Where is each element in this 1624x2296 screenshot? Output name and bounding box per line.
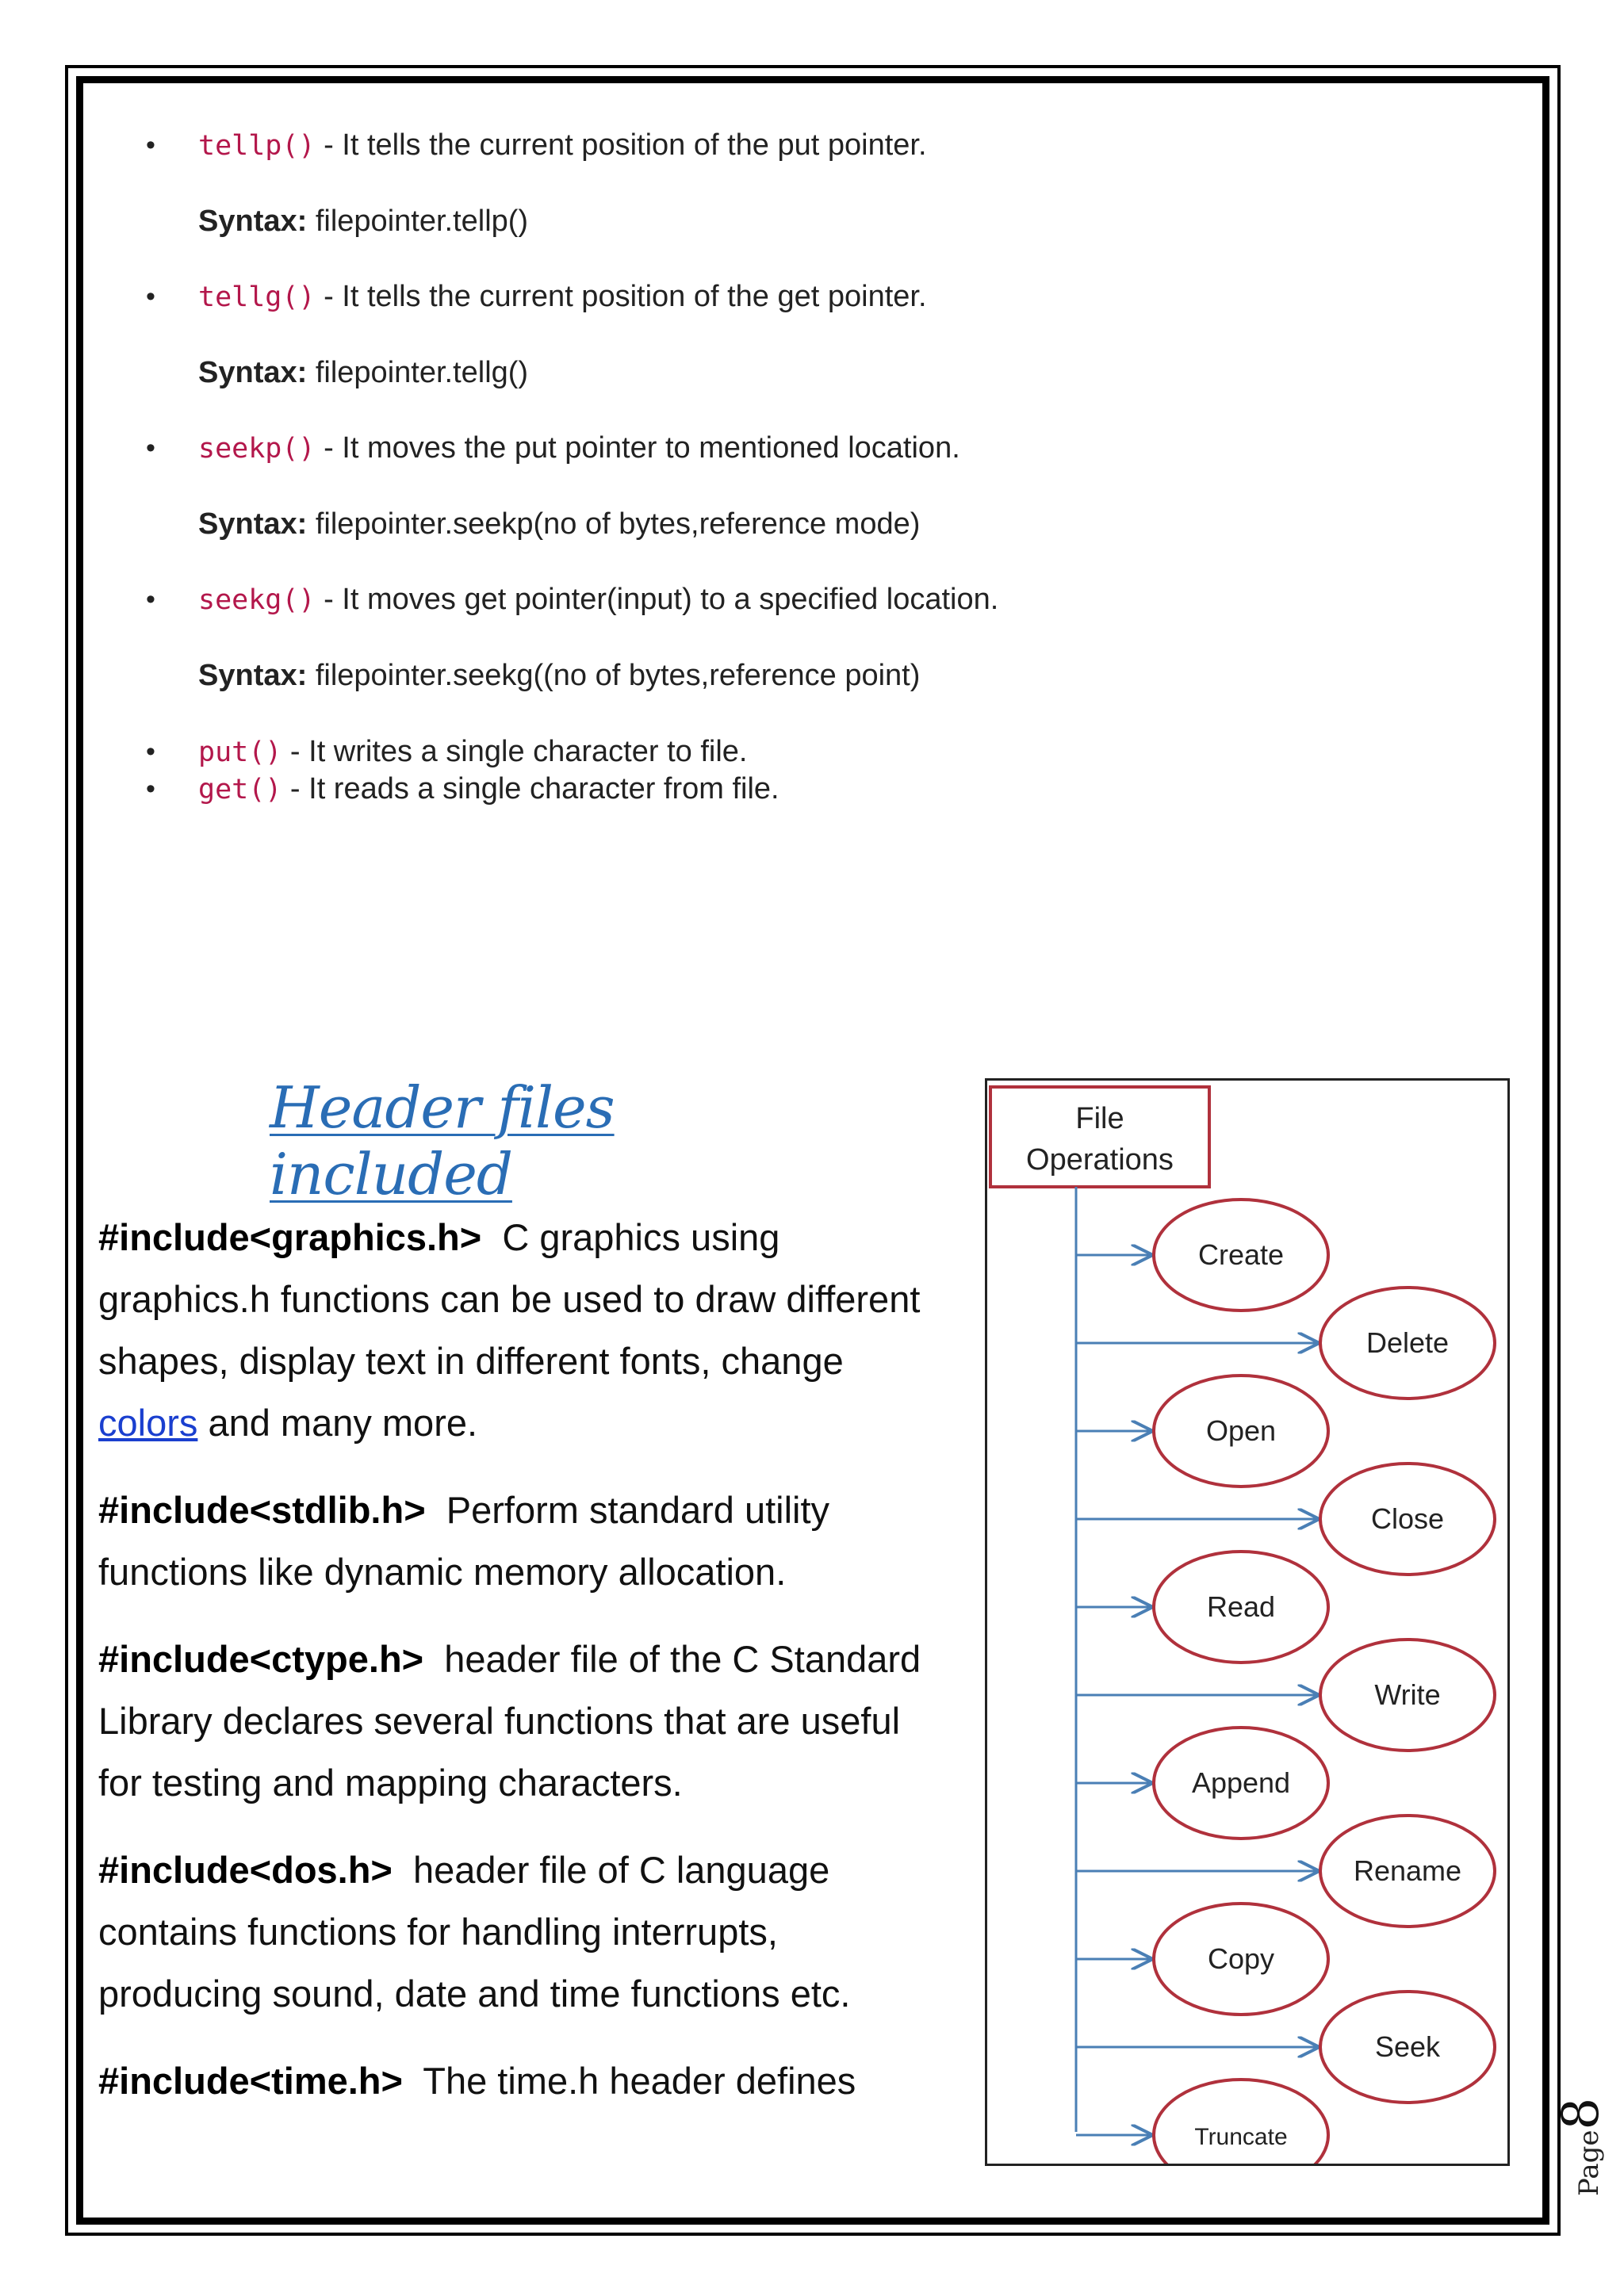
header-item <box>98 2050 947 2112</box>
function-desc: - It tells the current position of the get pointer. <box>324 280 927 313</box>
function-code: tellp() <box>198 130 316 162</box>
bullet-icon: • <box>146 774 155 804</box>
header-text: and many more. <box>208 1402 478 1444</box>
function-code: seekg() <box>198 584 316 616</box>
node-label-copy: Copy <box>1207 1942 1275 1975</box>
list-item <box>146 127 1177 164</box>
function-desc: - It tells the current position of the put pointer. <box>324 128 927 162</box>
syntax-label: Syntax: <box>198 356 308 389</box>
diagram-title-line2: Operations <box>1026 1143 1174 1177</box>
header-list <box>98 1207 947 2137</box>
syntax-text: filepointer.seekg((no of bytes,reference point) <box>315 659 921 692</box>
list-item <box>146 771 1177 808</box>
header-text: header file of the C Standard Library declares several functions that are useful for testing and mapping characters. <box>98 1638 921 1804</box>
bullet-icon: • <box>146 433 155 463</box>
node-label-create: Create <box>1197 1238 1285 1271</box>
diagram-title-line1: File <box>1075 1102 1124 1135</box>
function-code: get() <box>198 774 282 806</box>
node-label-close: Close <box>1370 1502 1445 1535</box>
header-item <box>98 1839 947 2025</box>
list-item <box>146 581 1177 618</box>
page-number-value: 8 <box>1552 2097 1611 2130</box>
page-number <box>1552 2098 1611 2196</box>
node-label-open: Open <box>1205 1414 1277 1447</box>
syntax-label: Syntax: <box>198 659 308 692</box>
syntax-line <box>146 203 1177 239</box>
syntax-text: filepointer.tellg() <box>315 356 529 389</box>
node-label-append: Append <box>1191 1766 1291 1799</box>
function-code: tellg() <box>198 281 316 313</box>
syntax-line <box>146 657 1177 694</box>
header-text: The time.h header defines <box>423 2060 856 2102</box>
syntax-text: filepointer.seekp(no of bytes,reference mode) <box>315 507 921 541</box>
header-name: #include<ctype.h> <box>98 1638 424 1680</box>
bullet-icon: • <box>146 584 155 614</box>
file-operations-diagram <box>985 1078 1510 2166</box>
syntax-line <box>146 354 1177 391</box>
list-item <box>146 430 1177 467</box>
function-list <box>146 127 1177 808</box>
node-oval-truncate <box>1154 2080 1328 2164</box>
header-item <box>98 1628 947 1814</box>
function-code: put() <box>198 737 282 768</box>
header-name: #include<dos.h> <box>98 1849 393 1891</box>
diagram-canvas <box>987 1081 1507 2164</box>
bullet-icon: • <box>146 130 155 160</box>
syntax-label: Syntax: <box>198 507 308 541</box>
header-name: #include<time.h> <box>98 2060 403 2102</box>
header-text: header file of C language contains functions for handling interrupts, producing sound, date and time functions etc. <box>98 1849 851 2015</box>
syntax-text: filepointer.tellp() <box>315 205 529 238</box>
syntax-label: Syntax: <box>198 205 308 238</box>
header-text: C graphics using graphics.h functions can be used to draw different shapes, display text in different fonts, change <box>98 1216 921 1382</box>
syntax-line <box>146 506 1177 542</box>
function-desc: - It moves get pointer(input) to a specified location. <box>324 583 999 616</box>
page-label: Page <box>1573 2130 1605 2196</box>
bullet-icon: • <box>146 737 155 767</box>
node-label-truncate: Truncate <box>1194 2124 1288 2150</box>
header-name: #include<stdlib.h> <box>98 1489 426 1531</box>
node-label-write: Write <box>1374 1678 1441 1711</box>
list-item <box>146 733 1177 771</box>
function-desc: - It moves the put pointer to mentioned location. <box>324 431 960 465</box>
list-item <box>146 278 1177 316</box>
node-label-seek: Seek <box>1374 2030 1441 2063</box>
colors-link[interactable]: colors <box>98 1402 198 1444</box>
node-label-read: Read <box>1206 1590 1276 1623</box>
header-name: #include<graphics.h> <box>98 1216 482 1258</box>
node-label-delete: Delete <box>1365 1326 1450 1359</box>
header-text: Perform standard utility functions like dynamic memory allocation. <box>98 1489 830 1593</box>
node-label-rename: Rename <box>1353 1854 1462 1887</box>
header-item <box>98 1479 947 1603</box>
function-desc: - It reads a single character from file. <box>289 772 779 806</box>
bullet-icon: • <box>146 281 155 312</box>
section-title: Header files included <box>270 1074 615 1207</box>
function-desc: - It writes a single character to file. <box>289 735 748 768</box>
function-code: seekp() <box>198 433 316 465</box>
header-item <box>98 1207 947 1454</box>
